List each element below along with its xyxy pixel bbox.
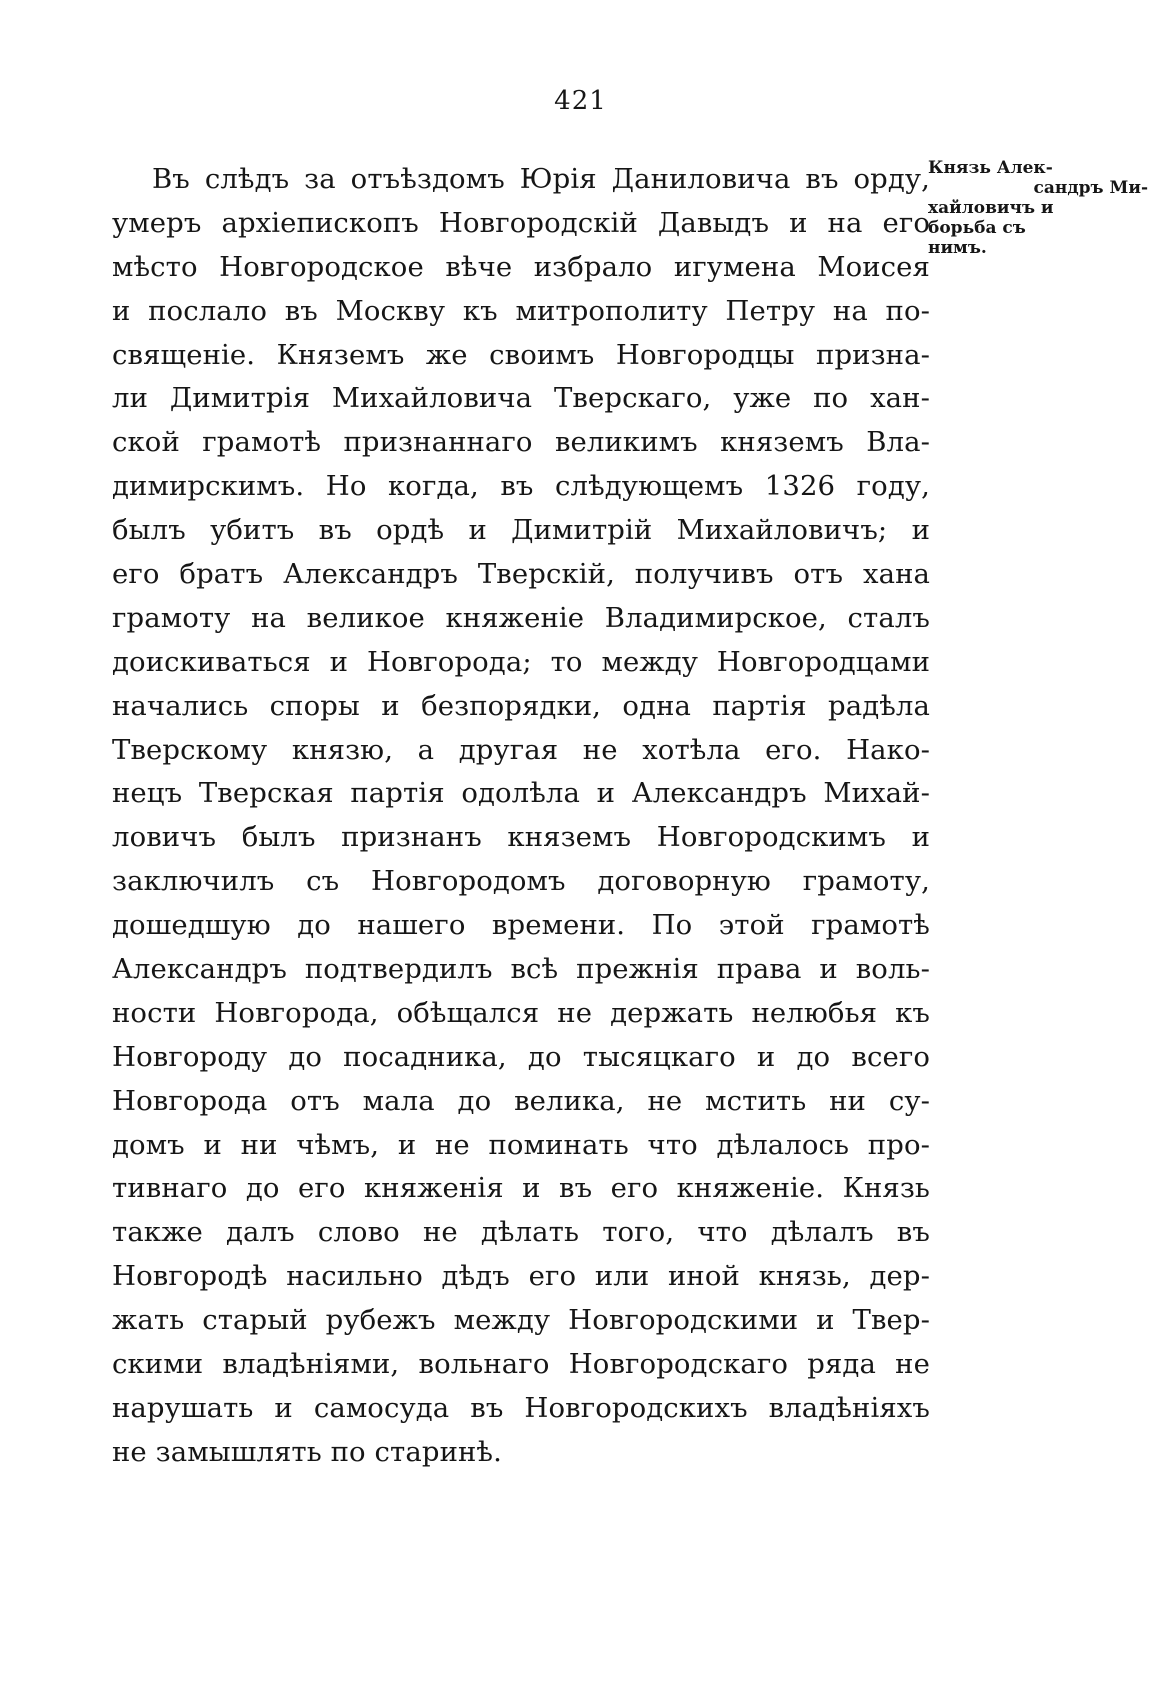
text-line: также далъ слово не дѣлать того, что дѣлалъ въ: [112, 1216, 930, 1249]
marginal-note-line: борьба съ: [928, 218, 1026, 238]
text-line: былъ убитъ въ ордѣ и Димитрій Михайловичъ; и: [112, 514, 930, 547]
text-line: нарушать и самосуда въ Новгородскихъ владѣніяхъ: [112, 1391, 930, 1424]
body-text: [112, 158, 930, 1475]
text-line: ности Новгорода, обѣщался не держать нелюбья къ: [112, 996, 930, 1029]
text-line: начались споры и безпорядки, одна партія радѣла: [112, 689, 930, 722]
text-line: скими владѣніями, вольнаго Новгородскаго ряда не: [112, 1348, 930, 1381]
text-line: грамоту на великое княженіе Владимирское, сталъ: [112, 601, 930, 634]
text-line: димирскимъ. Но когда, въ слѣдующемъ 1326 году,: [112, 470, 930, 503]
text-line: дошедшую до нашего времени. По этой грамотѣ: [112, 909, 930, 942]
text-line: домъ и ни чѣмъ, и не поминать что дѣлалось про-: [112, 1128, 930, 1161]
text-line: ли Димитрія Михайловича Тверскаго, уже по хан-: [112, 382, 930, 415]
text-line: и послало въ Москву къ митрополиту Петру на по-: [112, 294, 930, 327]
text-line: ловичъ былъ признанъ княземъ Новгородскимъ и: [112, 821, 930, 854]
text-line: тивнаго до его княженія и въ его княженіе. Князь: [112, 1172, 930, 1205]
text-line: Новгорода отъ мала до велика, не мстить ни су-: [112, 1084, 930, 1117]
text-line: заключилъ съ Новгородомъ договорную грамоту,: [112, 865, 930, 898]
text-line: Новгороду до посадника, до тысяцкаго и до всего: [112, 1040, 930, 1073]
text-line: священіе. Княземъ же своимъ Новгородцы призна-: [112, 338, 930, 371]
marginal-note-line: хайловичъ и: [928, 198, 1054, 218]
marginal-note: [928, 158, 1156, 258]
text-line: умеръ архіепископъ Новгородскій Давыдъ и на его: [112, 206, 930, 239]
text-line: Въ слѣдъ за отъѣздомъ Юрія Даниловича въ орду,: [152, 163, 930, 195]
text-line: жать старый рубежъ между Новгородскими и Твер-: [112, 1304, 930, 1337]
text-line: нецъ Тверская партія одолѣла и Александръ Михай-: [112, 777, 930, 810]
text-line: его братъ Александръ Тверскій, получивъ отъ хана: [112, 558, 930, 591]
text-line: доискиваться и Новгорода; то между Новгородцами: [112, 645, 930, 678]
text-line: мѣсто Новгородское вѣче избрало игумена Моисея: [112, 250, 930, 283]
text-line: не замышлять по старинѣ.: [112, 1435, 502, 1468]
marginal-note-line: Князь Алек-: [928, 158, 1053, 178]
page-number: 421: [554, 86, 607, 116]
text-line: Тверскому князю, а другая не хотѣла его. Нако-: [112, 733, 930, 766]
text-line: ской грамотѣ признаннаго великимъ княземъ Вла-: [112, 426, 930, 459]
marginal-note-line: сандръ Ми-: [1033, 178, 1148, 198]
marginal-note-line: нимъ.: [928, 238, 987, 258]
text-line: Новгородѣ насильно дѣдъ его или иной князь, дер-: [112, 1260, 930, 1293]
text-line: Александръ подтвердилъ всѣ прежнія права и воль-: [112, 953, 930, 986]
